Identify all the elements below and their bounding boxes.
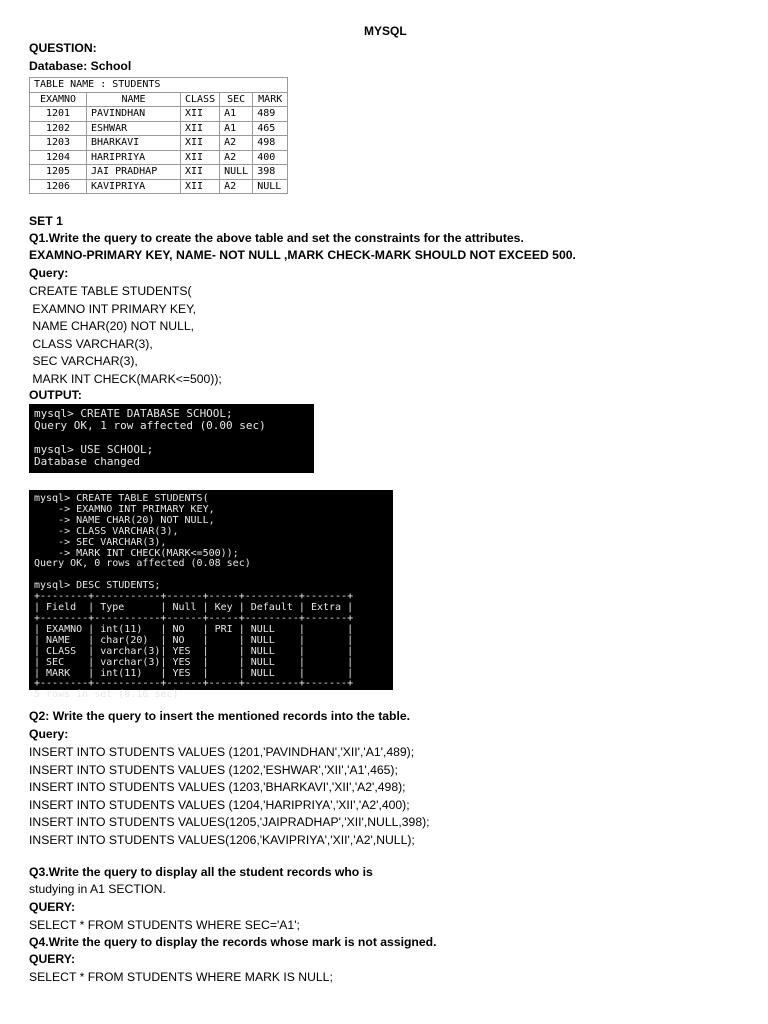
- question-label: QUESTION:: [29, 41, 97, 55]
- table-row: [30, 121, 288, 136]
- table-row: [30, 136, 288, 151]
- students-table-image: [29, 77, 288, 194]
- terminal-line: 5 rows in set (0.16 sec): [34, 689, 179, 701]
- table-cell: 400: [253, 150, 288, 165]
- terminal-line: | CLASS | varchar(3)| YES | | NULL | |: [34, 645, 354, 657]
- terminal-line: +--------+-----------+------+-----+---------+-------+: [34, 678, 354, 690]
- table-cell: 498: [253, 136, 288, 151]
- insert-query-line: INSERT INTO STUDENTS VALUES (1203,'BHARKAVI','XII','A2',498);: [29, 780, 406, 795]
- table-cell: XII: [181, 179, 220, 194]
- table-row: [30, 179, 288, 194]
- q1-text-line2: EXAMNO-PRIMARY KEY, NAME- NOT NULL ,MARK CHECK-MARK SHOULD NOT EXCEED 500.: [29, 248, 576, 262]
- insert-query-line: INSERT INTO STUDENTS VALUES(1205,'JAIPRADHAP','XII',NULL,398);: [29, 815, 430, 830]
- q4-heading: Q4.Write the query to display the records whose mark is not assigned.: [29, 935, 437, 949]
- column-header: MARK: [253, 92, 288, 107]
- table-cell: XII: [181, 150, 220, 165]
- q2-heading: Q2: Write the query to insert the mentioned records into the table.: [29, 709, 411, 723]
- table-cell: A2: [220, 136, 253, 151]
- query-line: EXAMNO INT PRIMARY KEY,: [29, 301, 197, 316]
- students-table: [29, 77, 288, 194]
- terminal-line: +--------+-----------+------+-----+---------+-------+: [34, 591, 354, 603]
- terminal-line: -> MARK INT CHECK(MARK<=500));: [34, 547, 239, 559]
- q1-query-label: Query:: [29, 266, 69, 280]
- terminal-line: | NAME | char(20) | NO | | NULL | |: [34, 634, 354, 646]
- table-cell: 1205: [30, 165, 87, 180]
- terminal-line: mysql> USE SCHOOL;: [34, 443, 154, 456]
- table-cell: NULL: [220, 165, 253, 180]
- column-header: SEC: [220, 92, 253, 107]
- table-cell: JAI PRADHAP: [87, 165, 181, 180]
- terminal-line: +--------+-----------+------+-----+---------+-------+: [34, 612, 354, 624]
- table-cell: A2: [220, 150, 253, 165]
- table-row: [30, 107, 288, 122]
- terminal-line: -> EXAMNO INT PRIMARY KEY,: [34, 503, 215, 515]
- set-heading: SET 1: [29, 214, 63, 228]
- terminal-line: | SEC | varchar(3)| YES | | NULL | |: [34, 656, 354, 668]
- terminal-line: Database changed: [34, 455, 140, 468]
- q2-query-label: Query:: [29, 727, 69, 741]
- table-cell: 465: [253, 121, 288, 136]
- table-cell: ESHWAR: [87, 121, 181, 136]
- table-name-label: TABLE NAME : STUDENTS: [30, 78, 288, 93]
- terminal-line: Query OK, 0 rows affected (0.08 sec): [34, 558, 251, 570]
- terminal-line: | Field | Type | Null | Key | Default | Extra |: [34, 602, 354, 614]
- insert-query-line: INSERT INTO STUDENTS VALUES (1202,'ESHWAR','XII','A1',465);: [29, 762, 398, 777]
- table-cell: XII: [181, 107, 220, 122]
- q3-text-line1: Q3.Write the query to display all the student records who is: [29, 865, 373, 879]
- insert-query-line: INSERT INTO STUDENTS VALUES (1201,'PAVINDHAN','XII','A1',489);: [29, 745, 415, 759]
- table-row: [30, 165, 288, 180]
- terminal-line: mysql> CREATE DATABASE SCHOOL;: [34, 407, 233, 420]
- q1-text-line1: Q1.Write the query to create the above table and set the constraints for the attributes.: [29, 231, 524, 245]
- table-cell: 1204: [30, 150, 87, 165]
- terminal-line: Query OK, 1 row affected (0.00 sec): [34, 419, 266, 432]
- terminal-output-create-table: [29, 490, 393, 701]
- database-label: Database: School: [29, 59, 132, 73]
- q4-query-label: QUERY:: [29, 952, 76, 966]
- table-cell: XII: [181, 136, 220, 151]
- table-cell: A1: [220, 121, 253, 136]
- terminal-line: | EXAMNO | int(11) | NO | PRI | NULL | |: [34, 623, 354, 635]
- column-header: CLASS: [181, 92, 220, 107]
- q3-query-label: QUERY:: [29, 900, 76, 914]
- table-cell: HARIPRIYA: [87, 150, 181, 165]
- table-header-row: [30, 92, 288, 107]
- column-header: NAME: [87, 92, 181, 107]
- table-cell: 1206: [30, 179, 87, 194]
- query-line: CLASS VARCHAR(3),: [29, 336, 153, 351]
- terminal-line: | MARK | int(11) | YES | | NULL | |: [34, 667, 354, 679]
- column-header: EXAMNO: [30, 92, 87, 107]
- q4-query: SELECT * FROM STUDENTS WHERE MARK IS NULL;: [29, 970, 333, 984]
- terminal-line: -> CLASS VARCHAR(3),: [34, 525, 179, 537]
- query-line: MARK INT CHECK(MARK<=500));: [29, 371, 222, 386]
- output-label: OUTPUT:: [29, 388, 82, 402]
- table-cell: 1201: [30, 107, 87, 122]
- document-title: MYSQL: [364, 24, 407, 38]
- table-cell: XII: [181, 121, 220, 136]
- q3-text-line2: studying in A1 SECTION.: [29, 882, 166, 896]
- table-cell: BHARKAVI: [87, 136, 181, 151]
- table-row: [30, 150, 288, 165]
- query-line: CREATE TABLE STUDENTS(: [29, 284, 192, 298]
- terminal-line: mysql> CREATE TABLE STUDENTS(: [34, 493, 209, 504]
- table-cell: KAVIPRIYA: [87, 179, 181, 194]
- terminal-output-create-database: [29, 404, 314, 473]
- table-cell: A2: [220, 179, 253, 194]
- table-cell: 1202: [30, 121, 87, 136]
- table-cell: 1203: [30, 136, 87, 151]
- terminal-line: -> NAME CHAR(20) NOT NULL,: [34, 514, 215, 526]
- terminal-line: -> SEC VARCHAR(3),: [34, 536, 167, 548]
- insert-query-line: INSERT INTO STUDENTS VALUES(1206,'KAVIPRIYA','XII','A2',NULL);: [29, 833, 415, 847]
- table-cell: NULL: [253, 179, 288, 194]
- query-line: NAME CHAR(20) NOT NULL,: [29, 319, 195, 333]
- table-cell: A1: [220, 107, 253, 122]
- table-cell: 398: [253, 165, 288, 180]
- table-cell: PAVINDHAN: [87, 107, 181, 122]
- query-line: SEC VARCHAR(3),: [29, 354, 138, 368]
- insert-query-line: INSERT INTO STUDENTS VALUES (1204,'HARIPRIYA','XII','A2',400);: [29, 797, 410, 812]
- q3-query: SELECT * FROM STUDENTS WHERE SEC='A1';: [29, 918, 300, 932]
- table-cell: 489: [253, 107, 288, 122]
- terminal-line: mysql> DESC STUDENTS;: [34, 580, 161, 592]
- table-cell: XII: [181, 165, 220, 180]
